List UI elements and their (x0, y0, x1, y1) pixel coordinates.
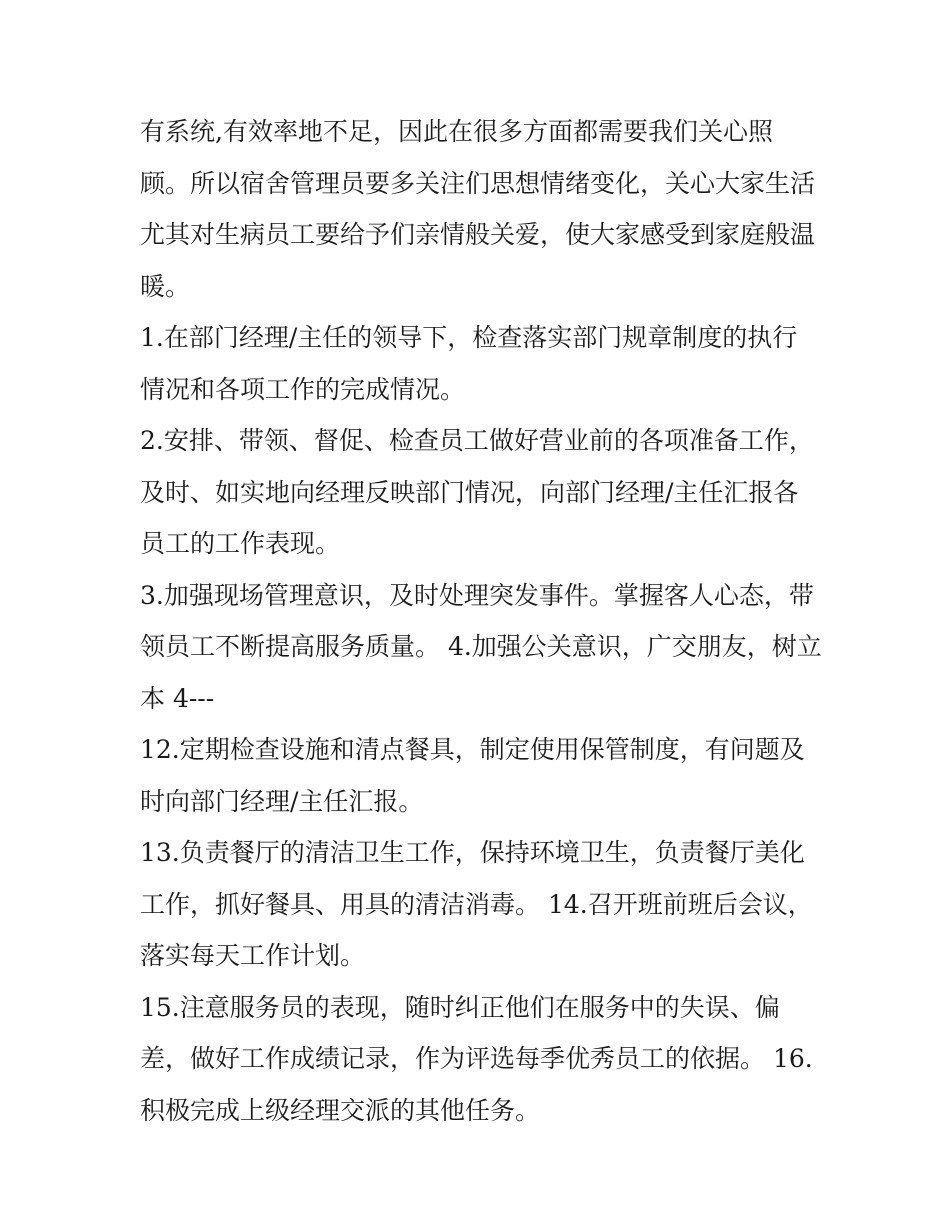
text-line: 员工的工作表现。 (140, 529, 341, 558)
text-line: 3.加强现场管理意识，及时处理突发事件。掌握客人心态，带 (140, 580, 814, 610)
text-line: 暖。 (140, 271, 191, 301)
document-body (140, 106, 820, 1136)
text-line: 本 4--- (140, 683, 215, 713)
text-line: 1.在部门经理/主任的领导下，检查落实部门规章制度的执行 (140, 323, 798, 352)
text-line: 及时、如实地向经理反映部门情况，向部门经理/主任汇报各 (140, 477, 799, 507)
text-line: 时向部门经理/主任汇报。 (140, 786, 424, 816)
text-line: 工作，抓好餐具、用具的清洁消毒。 14.召开班前班后会议， (140, 889, 813, 919)
text-line: 领员工不断提高服务质量。 4.加强公关意识，广交朋友，树立 (140, 632, 822, 661)
text-line: 15.注意服务员的表现，随时纠正他们在服务中的失误、偏 (140, 992, 780, 1022)
text-line: 顾。所以宿舍管理员要多关注们思想情绪变化，关心大家生活 (140, 168, 816, 198)
text-line: 积极完成上级经理交派的其他任务。 (140, 1095, 541, 1125)
text-line: 差，做好工作成绩记录，作为评选每季优秀员工的依据。 16. (140, 1044, 813, 1073)
text-line: 12.定期检查设施和清点餐具，制定使用保管制度，有问题及 (140, 735, 805, 764)
text-line: 落实每天工作计划。 (140, 941, 366, 970)
text-line: 有系统,有效率地不足，因此在很多方面都需要我们关心照 (140, 117, 773, 146)
text-line: 情况和各项工作的完成情况。 (140, 374, 466, 404)
text-line: 2.安排、带领、督促、检查员工做好营业前的各项准备工作， (140, 426, 814, 455)
text-line: 13.负责餐厅的清洁卫生工作，保持环境卫生，负责餐厅美化 (140, 838, 805, 867)
text-line: 尤其对生病员工要给予们亲情般关爱，使大家感受到家庭般温 (140, 220, 816, 249)
